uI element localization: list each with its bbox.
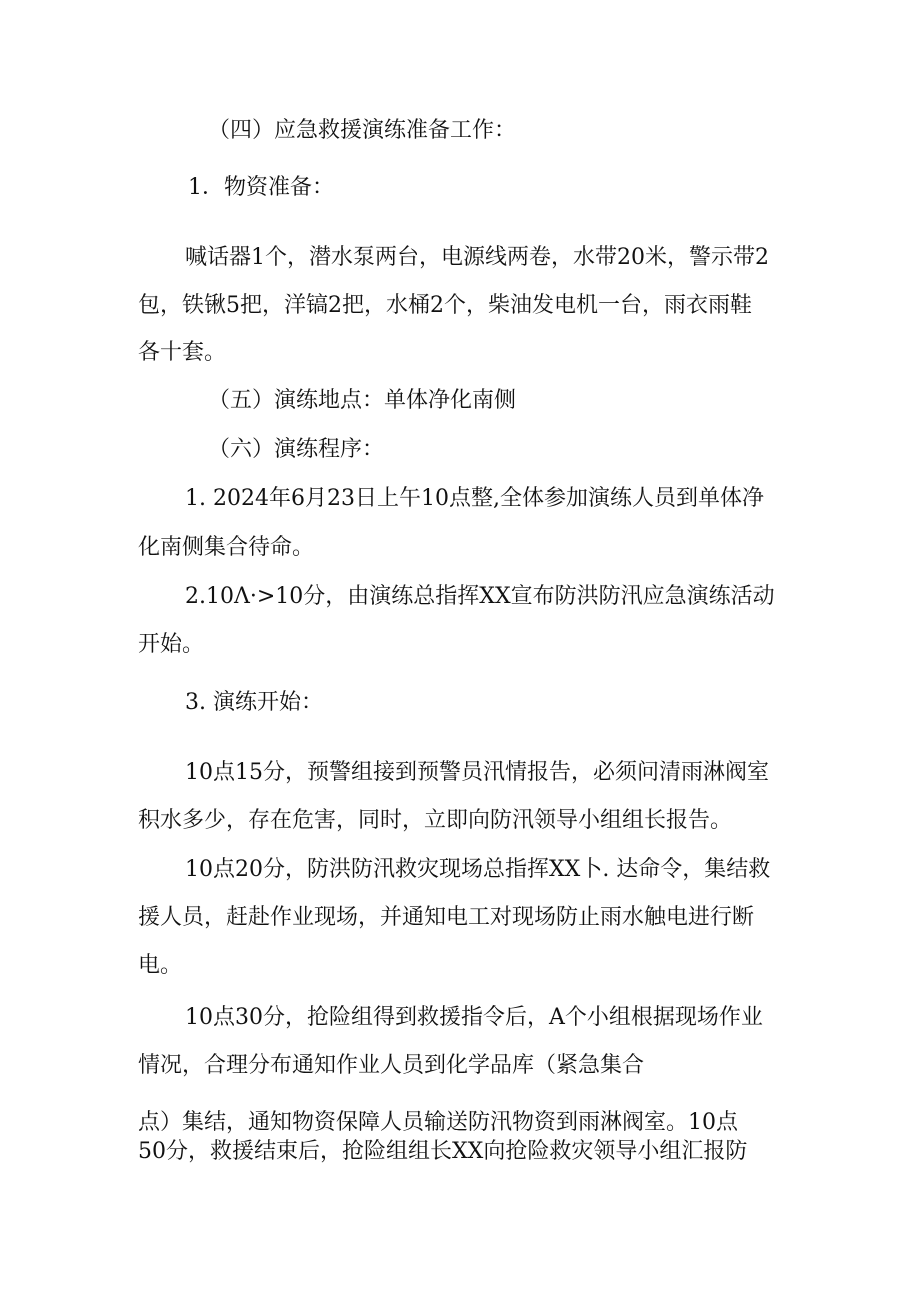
text-line-materials-1: 喊话器1个，潜水泵两台，电源线两卷，水带20米，警示带2 (185, 245, 769, 270)
text-line-event-1030a: 10点30分，抢险组得到救援指令后，A个小组根据现场作业 (185, 1005, 763, 1030)
text-line-event-1020b: 援人员，赶赴作业现场，并通知电工对现场防止雨水触电进行断 (138, 905, 755, 930)
text-line-event-1030c: 点）集结，通知物资保障人员输送防汛物资到雨淋阀室。10点 (138, 1110, 738, 1135)
text-line-procedure-1a: 1. 2024年6月23日上午10点整,全体参加演练人员到单体净 (185, 486, 764, 511)
text-line-event-1020c: 电。 (138, 953, 183, 978)
text-line-procedure-2a: 2.10Λ·>10分，由演练总指挥XX宣布防洪防汛应急演练活动 (185, 584, 775, 609)
text-line-materials-2: 包，铁锹5把，洋镐2把，水桶2个，柴油发电机一台，雨衣雨鞋 (138, 293, 752, 318)
text-line-materials-heading: 1．物资准备： (188, 175, 334, 200)
text-line-section-5-location: （五）演练地点：单体净化南侧 (208, 388, 517, 413)
text-line-event-1015b: 积水多少，存在危害，同时，立即向防汛领导小组组长报告。 (138, 808, 733, 833)
text-line-event-1020a: 10点20分，防洪防汛救灾现场总指挥XX卜. 达命令，集结救 (185, 857, 771, 882)
text-line-event-1015a: 10点15分，预警组接到预警员汛情报告，必须问清雨淋阀室 (185, 760, 769, 785)
text-line-materials-3: 各十套。 (138, 340, 227, 365)
text-line-procedure-1b: 化南侧集合待命。 (138, 535, 315, 560)
text-line-section-6-heading: （六）演练程序： (208, 437, 385, 462)
text-line-procedure-3: 3. 演练开始： (185, 690, 323, 715)
text-line-section-4-heading: （四）应急救援演练准备工作： (208, 118, 517, 143)
text-line-procedure-2b: 开始。 (138, 632, 205, 657)
text-line-event-1030b: 情况，合理分布通知作业人员到化学品库（紧急集合 (138, 1053, 645, 1078)
text-line-event-1050: 50分，救援结束后，抢险组组长XX向抢险救灾领导小组汇报防 (138, 1139, 748, 1164)
